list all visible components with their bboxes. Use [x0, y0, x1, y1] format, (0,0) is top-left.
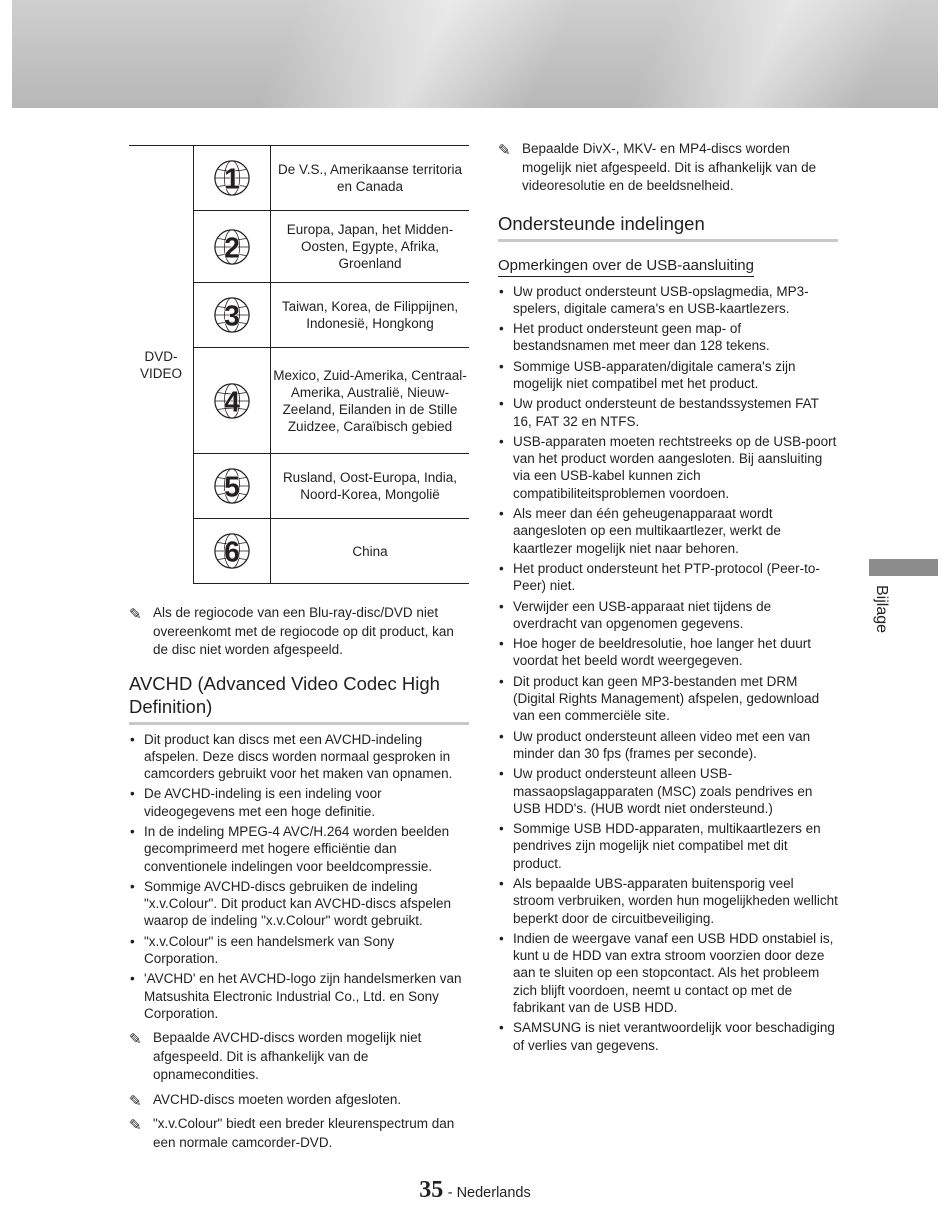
usb-bullet — [498, 765, 838, 817]
usb-bullet-text: USB-apparaten moeten rechtstreeks op de USB-poort van het product worden aangesloten. Bij aansluiting via een USB-kabel kunnen zich compatibiliteitsproblemen voordoen. — [513, 433, 837, 501]
region-note-text: Als de regiocode van een Blu-ray-disc/DVD niet overeenkomt met de regiocode op dit product, kan de disc niet worden afgespeeld. — [153, 605, 454, 657]
dvd-video-label: DVD- VIDEO — [129, 146, 194, 584]
region-code-number: 4 — [224, 385, 240, 418]
avchd-note — [129, 1091, 469, 1110]
usb-bullet — [498, 395, 838, 430]
bullet-icon: • — [130, 878, 135, 894]
usb-bullet — [498, 505, 838, 557]
avchd-bullet — [129, 933, 469, 968]
divx-note — [498, 140, 838, 196]
avchd-bullet — [129, 970, 469, 1022]
bullet-icon: • — [130, 731, 135, 747]
avchd-bullet — [129, 785, 469, 820]
bullet-icon: • — [499, 673, 504, 689]
bullet-icon: • — [499, 560, 504, 576]
region-code-cell — [194, 146, 271, 211]
bullet-icon: • — [499, 506, 504, 522]
avchd-note-text: AVCHD-discs moeten worden afgesloten. — [153, 1091, 402, 1107]
avchd-bullet-text: In de indeling MPEG-4 AVC/H.264 worden beelden gecomprimeerd met hogere efficiëntie dan conventionele indelingen voor beeldcompressie. — [144, 823, 450, 874]
avchd-heading: AVCHD (Advanced Video Codec High Definition) — [129, 672, 469, 725]
region-note — [129, 604, 469, 660]
region-code-cell — [194, 519, 271, 584]
side-tab-marker — [869, 559, 938, 576]
header-band — [12, 0, 938, 108]
avchd-bullet-text: Sommige AVCHD-discs gebruiken de indeling "x.v.Colour". Dit product kan AVCHD-discs afspelen waarop de indeling "x.v.Colour" wordt gebruikt. — [144, 878, 451, 929]
region-countries: Mexico, Zuid-Amerika, Centraal-Amerika, Australië, Nieuw-Zeeland, Eilanden in de Stille Zuidzee, Caraïbisch gebied — [271, 348, 470, 454]
usb-bullet — [498, 875, 838, 927]
bullet-icon: • — [499, 321, 504, 337]
bullet-icon: • — [499, 396, 504, 412]
pencil-icon: ✎ — [129, 1031, 142, 1049]
bullet-icon: • — [499, 930, 504, 946]
usb-bullet-text: Sommige USB HDD-apparaten, multikaartlezers en pendrives zijn mogelijk niet compatibel met dit product. — [513, 821, 821, 871]
bullet-icon: • — [499, 1020, 504, 1036]
bullet-icon: • — [499, 433, 504, 449]
bullet-icon: • — [499, 821, 504, 837]
globe-icon — [213, 228, 251, 266]
globe-icon — [213, 159, 251, 197]
usb-bullet-text: Hoe hoger de beeldresolutie, hoe langer het duurt voordat het beeld wordt weergegeven. — [513, 636, 811, 669]
page-footer — [0, 1177, 950, 1204]
region-code-number: 5 — [224, 471, 240, 504]
avchd-notes — [129, 1029, 469, 1152]
region-countries: Taiwan, Korea, de Filippijnen, Indonesië, Hongkong — [271, 283, 470, 348]
usb-bullet-text: Het product ondersteunt geen map- of bestandsnamen met meer dan 128 tekens. — [513, 321, 770, 354]
pencil-icon: ✎ — [498, 142, 511, 159]
avchd-bullet-text: De AVCHD-indeling is een indeling voor videogegevens met een hoge definitie. — [144, 786, 382, 819]
region-code-cell — [194, 283, 271, 348]
bullet-icon: • — [499, 876, 504, 891]
usb-bullet-text: Dit product kan geen MP3-bestanden met DRM (Digital Rights Management) afspelen, gedownload van een commerciële site. — [513, 673, 820, 724]
usb-bullet-text: Uw product ondersteunt USB-opslagmedia, MP3-spelers, digitale camera's en USB-kaartlezers. — [513, 283, 809, 316]
usb-bullet-text: Uw product ondersteunt de bestandssystemen FAT 16, FAT 32 en NTFS. — [513, 396, 819, 429]
bullet-icon: • — [499, 766, 504, 782]
usb-bullet-text: Sommige USB-apparaten/digitale camera's zijn mogelijk niet compatibel met het product. — [513, 358, 796, 391]
usb-bullet — [498, 320, 838, 355]
page-number: 35 — [419, 1177, 444, 1203]
bullet-icon: • — [130, 933, 135, 949]
usb-bullet — [498, 728, 838, 763]
usb-bullet — [498, 358, 838, 393]
region-code-cell — [194, 454, 271, 519]
usb-bullet — [498, 433, 838, 502]
region-code-cell — [194, 348, 271, 454]
avchd-note — [129, 1115, 469, 1152]
bullet-icon: • — [499, 728, 504, 744]
bullet-icon: • — [499, 358, 504, 374]
globe-icon — [213, 296, 251, 334]
region-code-number: 6 — [224, 536, 240, 569]
avchd-bullet-text: "x.v.Colour" is een handelsmerk van Sony Corporation. — [144, 933, 395, 967]
usb-bullet-text: Uw product ondersteunt alleen video met een van minder dan 30 fps (frames per seconde). — [513, 728, 811, 761]
footer-language: - Nederlands — [447, 1185, 531, 1201]
region-code-cell — [194, 211, 271, 283]
avchd-bullet — [129, 878, 469, 930]
formats-heading: Ondersteunde indelingen — [498, 212, 838, 242]
globe-icon — [213, 532, 251, 570]
region-code-number: 3 — [224, 300, 240, 333]
left-column — [129, 145, 469, 1158]
avchd-bullet-text: Dit product kan discs met een AVCHD-indeling afspelen. Deze discs worden normaal gesproken in camcorders gebruikt voor het maken van opnamen. — [144, 731, 453, 782]
pencil-icon: ✎ — [129, 1092, 142, 1110]
avchd-note — [129, 1029, 469, 1085]
avchd-bullet — [129, 731, 469, 783]
region-row — [129, 146, 469, 211]
bullet-icon: • — [499, 598, 504, 614]
avchd-note-text: Bepaalde AVCHD-discs worden mogelijk niet afgespeeld. Dit is afhankelijk van de opnamecondities. — [153, 1030, 422, 1083]
region-countries: De V.S., Amerikaanse territoria en Canada — [271, 146, 470, 211]
usb-bullet — [498, 598, 838, 633]
usb-bullet-text: Indien de weergave vanaf een USB HDD onstabiel is, kunt u de HDD van extra stroom voorzien door deze aan te sluiten op een stopcontact. Als het probleem zich blijft voordoen, neemt u contact op met de fabrikant van de USB HDD. — [513, 930, 834, 1016]
usb-bullet-text: SAMSUNG is niet verantwoordelijk voor beschadiging of verlies van gegevens. — [513, 1020, 835, 1053]
usb-bullet-text: Uw product ondersteunt alleen USB-massaopslagapparaten (MSC) zoals pendrives en USB HDD's. (HUB wordt niet ondersteund.) — [513, 766, 813, 816]
bullet-icon: • — [130, 971, 135, 987]
bullet-icon: • — [499, 636, 504, 652]
region-code-number: 1 — [224, 163, 240, 196]
avchd-bullet — [129, 823, 469, 875]
region-code-table — [129, 145, 469, 584]
usb-bullet-list — [498, 283, 838, 1054]
avchd-bullet-text: 'AVCHD' en het AVCHD-logo zijn handelsmerken van Matsushita Electronic Industrial Co., Ltd. en Sony Corporation. — [144, 971, 462, 1021]
usb-bullet-text: Verwijder een USB-apparaat niet tijdens de overdracht van opgenomen gegevens. — [513, 598, 772, 631]
pencil-icon: ✎ — [129, 1117, 142, 1135]
usb-bullet — [498, 283, 838, 318]
usb-bullet — [498, 820, 838, 872]
usb-bullet — [498, 560, 838, 595]
bullet-icon: • — [130, 786, 135, 802]
usb-bullet — [498, 635, 838, 670]
bullet-icon: • — [499, 283, 504, 299]
avchd-bullet-list — [129, 731, 469, 1023]
right-column — [498, 140, 838, 1057]
usb-subheading: Opmerkingen over de USB-aansluiting — [498, 256, 754, 277]
bullet-icon: • — [130, 823, 135, 839]
usb-bullet-text: Als meer dan één geheugenapparaat wordt aangesloten op een multikaartlezer, werkt de kaartlezer mogelijk niet naar behoren. — [513, 506, 781, 556]
side-tab-label: Bijlage — [873, 585, 890, 634]
region-countries: Europa, Japan, het Midden-Oosten, Egypte, Afrika, Groenland — [271, 211, 470, 283]
region-code-number: 2 — [224, 231, 240, 264]
globe-icon — [213, 382, 251, 420]
usb-bullet — [498, 673, 838, 725]
globe-icon — [213, 467, 251, 505]
pencil-icon: ✎ — [129, 606, 142, 623]
region-countries: Rusland, Oost-Europa, India, Noord-Korea, Mongolië — [271, 454, 470, 519]
usb-bullet — [498, 1019, 838, 1054]
usb-bullet-text: Het product ondersteunt het PTP-protocol (Peer-to-Peer) niet. — [513, 560, 820, 594]
divx-note-text: Bepaalde DivX-, MKV- en MP4-discs worden mogelijk niet afgespeeld. Dit is afhankelijk van de videoresolutie en de beeldsnelheid. — [522, 141, 817, 193]
usb-bullet-text: Als bepaalde UBS-apparaten buitensporig veel stroom verbruiken, worden hun mogelijkheden wellicht beperkt door de circuitbeveiliging. — [513, 876, 838, 926]
avchd-note-text: "x.v.Colour" biedt een breder kleurenspectrum dan een normale camcorder-DVD. — [153, 1116, 455, 1150]
region-countries: China — [271, 519, 470, 584]
usb-bullet — [498, 930, 838, 1016]
